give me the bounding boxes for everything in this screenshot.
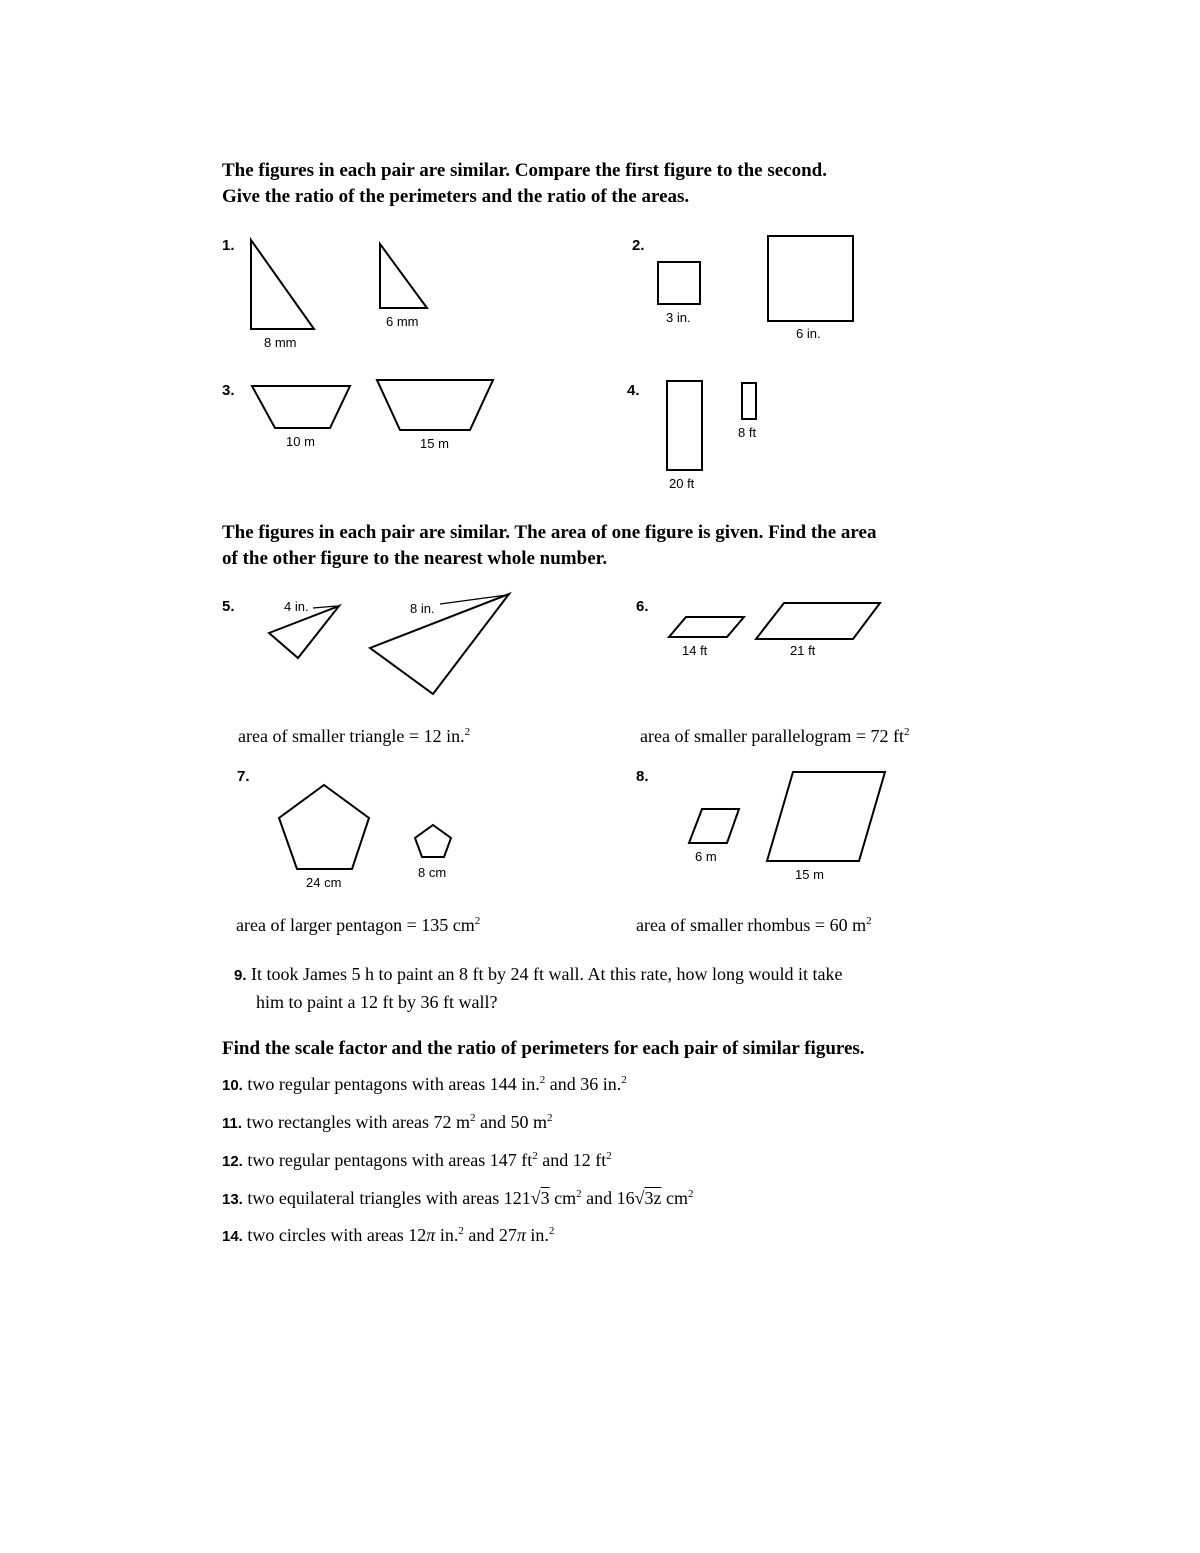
p5-label-small: 4 in. [284, 599, 309, 614]
p1-triangle-small [380, 244, 427, 308]
section2-instructions [222, 520, 876, 572]
p5-triangle-large [370, 594, 509, 694]
p7-label-small: 8 cm [418, 865, 447, 880]
p8-label-small: 6 m [695, 849, 717, 864]
problem-9-number: 9. [234, 967, 247, 984]
problem-11 [222, 1112, 552, 1133]
sqrt-symbol-2: √ [634, 1188, 645, 1208]
problem-14-text2: in. [435, 1225, 459, 1245]
p2-square-large [768, 236, 853, 321]
p8-rhombus-large [767, 772, 885, 861]
problem-6-number: 6. [636, 598, 649, 615]
problem-11-text1: two rectangles with areas 72 m [246, 1112, 470, 1132]
problem-2-number: 2. [632, 237, 645, 254]
p3-label-large: 15 m [420, 436, 449, 451]
problem-12-text2: and 12 ft [537, 1150, 607, 1170]
problem-13-text4: cm [661, 1188, 689, 1208]
p3-label-small: 10 m [286, 434, 315, 449]
problem-13-text1: two equilateral triangles with areas 121 [247, 1188, 531, 1208]
problem-14-exp1: 2 [458, 1225, 464, 1237]
p5-area-given [238, 726, 470, 747]
problem-14-exp2: 2 [548, 1225, 555, 1237]
p6-area-exponent: 2 [904, 726, 910, 738]
p1-label-small: 6 mm [386, 314, 419, 329]
section1-instructions-line1: The figures in each pair are similar. Compare the first figure to the second. [222, 160, 827, 181]
p7-area-exponent: 2 [474, 915, 481, 927]
p7-pentagon-large [279, 785, 369, 869]
problem-13-exp2: 2 [688, 1188, 694, 1200]
p3-trapezoid-large [377, 380, 493, 430]
problem-8-number: 8. [636, 768, 649, 785]
p2-square-small [658, 262, 700, 304]
section2-instructions-line1: The figures in each pair are similar. The area of one figure is given. Find the area [222, 522, 877, 543]
section2-instructions-line2: of the other figure to the nearest whole number. [222, 548, 608, 569]
problem-7-number: 7. [237, 768, 250, 785]
problem-14-text3: and 27 [463, 1225, 517, 1245]
problem-13 [222, 1188, 694, 1209]
problem-10-exp1: 2 [539, 1074, 546, 1086]
problem-10-text2: and 36 in. [545, 1074, 622, 1094]
p5-area-exponent: 2 [464, 726, 471, 738]
section1-instructions [222, 158, 827, 210]
p4-label-large: 20 ft [669, 476, 695, 491]
p6-parallelogram-small [669, 617, 744, 637]
section3-instructions: Find the scale factor and the ratio of perimeters for each pair of similar figures. [222, 1038, 865, 1059]
p6-area-given [640, 726, 910, 747]
p7-area-text: area of larger pentagon = 135 cm [236, 915, 475, 935]
p4-rectangle-large [667, 381, 702, 470]
problem-12-text1: two regular pentagons with areas 147 ft [247, 1150, 533, 1170]
p5-area-text: area of smaller triangle = 12 in. [238, 726, 465, 746]
p1-label-large: 8 mm [264, 335, 297, 350]
sqrt-symbol-1: √ [530, 1188, 541, 1208]
section1-instructions-line2: Give the ratio of the perimeters and the ratio of the areas. [222, 186, 690, 207]
problem-9 [234, 961, 842, 1015]
problem-13-text3: and 16 [581, 1188, 635, 1208]
problem-10-number: 10. [222, 1077, 243, 1094]
pi-symbol-2: π [516, 1225, 526, 1245]
p6-parallelogram-large [756, 603, 880, 639]
problem-10 [222, 1074, 627, 1095]
p6-area-text: area of smaller parallelogram = 72 ft [640, 726, 905, 746]
problem-1-number: 1. [222, 237, 235, 254]
problem-12-exp1: 2 [532, 1150, 538, 1162]
problem-10-exp2: 2 [621, 1074, 627, 1086]
problem-14 [222, 1225, 554, 1246]
problem-14-number: 14. [222, 1228, 243, 1245]
p8-rhombus-small [689, 809, 739, 843]
problem-12 [222, 1150, 612, 1171]
p7-pentagon-small [415, 825, 451, 857]
problem-11-exp2: 2 [546, 1112, 553, 1124]
p3-trapezoid-small [252, 386, 350, 428]
problem-12-number: 12. [222, 1153, 243, 1170]
problem-14-text1: two circles with areas 12 [247, 1225, 427, 1245]
p6-label-small: 14 ft [682, 643, 708, 658]
problem-11-text2: and 50 m [475, 1112, 547, 1132]
problem-13-exp1: 2 [576, 1188, 582, 1200]
problem-11-exp1: 2 [469, 1112, 476, 1124]
problem-13-radicand2: 3z [644, 1188, 662, 1208]
p1-triangle-large [251, 240, 314, 329]
problem-11-number: 11. [222, 1115, 243, 1132]
problem-13-radicand1: 3 [540, 1188, 550, 1208]
problem-13-number: 13. [222, 1191, 243, 1208]
problem-3-number: 3. [222, 382, 235, 399]
problem-12-exp2: 2 [606, 1150, 612, 1162]
p4-rectangle-small [742, 383, 756, 419]
problem-9-line1: It took James 5 h to paint an 8 ft by 24 ft wall. At this rate, how long would it take [251, 964, 843, 984]
problem-10-text1: two regular pentagons with areas 144 in. [247, 1074, 540, 1094]
p8-area-text: area of smaller rhombus = 60 m [636, 915, 867, 935]
p4-label-small: 8 ft [738, 425, 757, 440]
p5-label-large: 8 in. [410, 601, 435, 616]
pi-symbol-1: π [426, 1225, 436, 1245]
p7-label-large: 24 cm [306, 875, 342, 890]
problem-9-line2: him to paint a 12 ft by 36 ft wall? [256, 992, 498, 1012]
p8-area-exponent: 2 [866, 915, 872, 927]
problem-14-text4: in. [525, 1225, 549, 1245]
problem-13-text2: cm [549, 1188, 577, 1208]
p2-label-large: 6 in. [796, 326, 821, 341]
p8-area-given [636, 915, 872, 936]
p2-label-small: 3 in. [666, 310, 691, 325]
problem-4-number: 4. [627, 382, 640, 399]
p6-label-large: 21 ft [790, 643, 816, 658]
p8-label-large: 15 m [795, 867, 824, 882]
p7-area-given [236, 915, 480, 936]
problem-5-number: 5. [222, 598, 235, 615]
